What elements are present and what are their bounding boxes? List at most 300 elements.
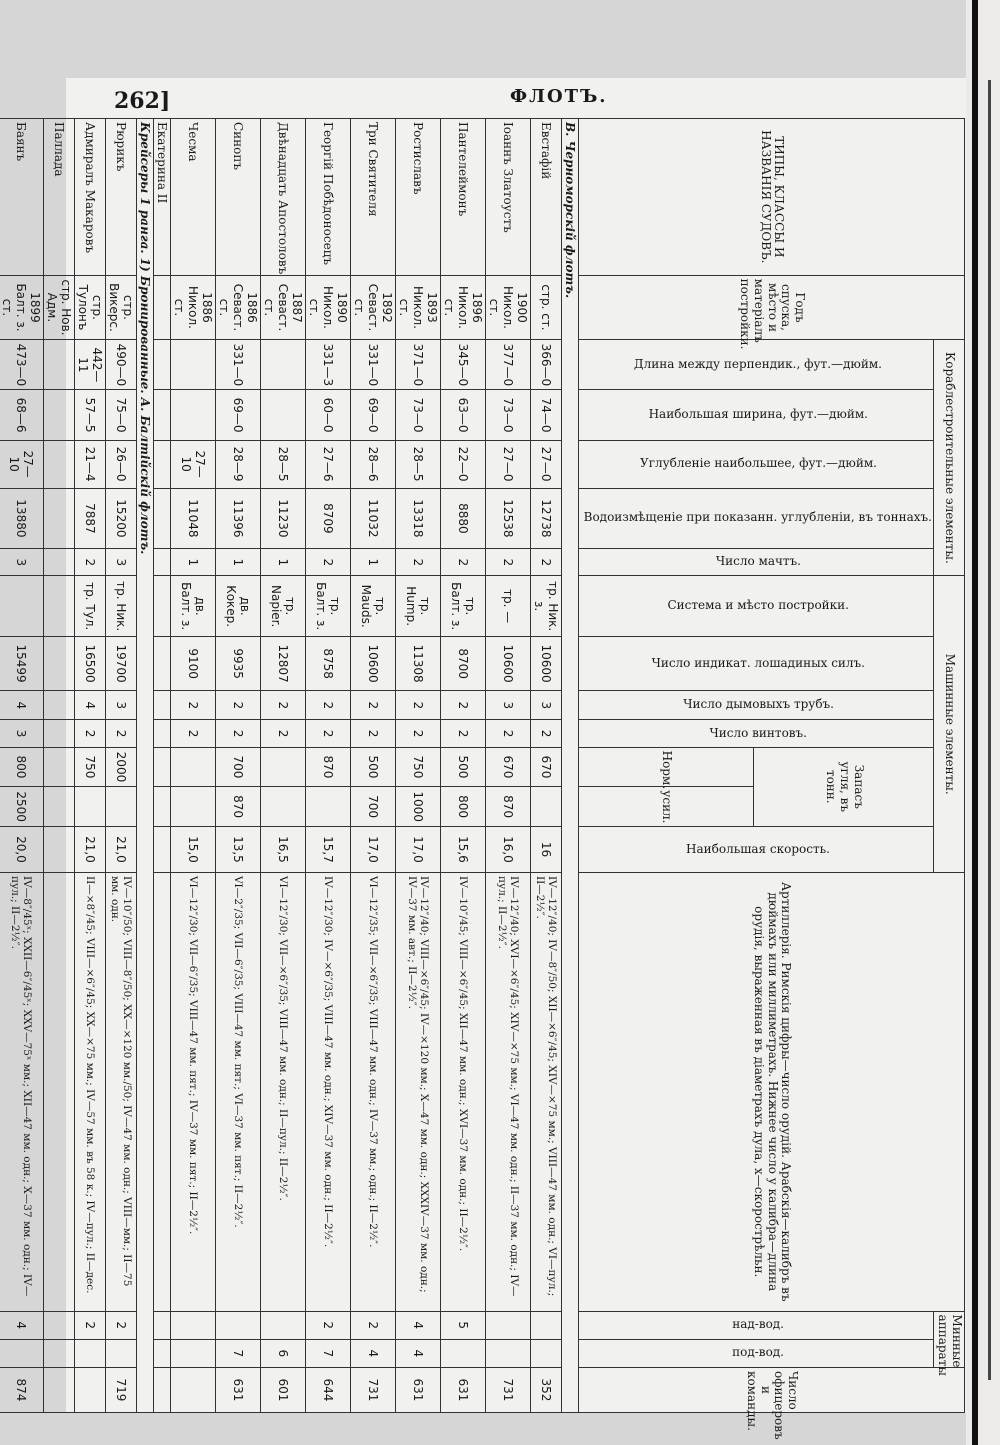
cell-system xyxy=(154,576,171,637)
cell-t-above: 2 xyxy=(106,1311,137,1339)
cell-speed: 15,0 xyxy=(171,826,216,872)
cell-ihp: 19700 xyxy=(106,636,137,690)
cell-coal-max xyxy=(154,787,171,827)
cell-year xyxy=(261,275,306,340)
table-row xyxy=(0,119,44,1413)
cell-crew: 631 xyxy=(396,1367,441,1412)
cell-displacement: 8880 xyxy=(441,488,486,549)
cell-draft: 27—6 xyxy=(306,440,351,488)
cell-ihp: 10600 xyxy=(351,636,396,690)
cell-artillery xyxy=(154,872,171,1311)
col-torpedo: Минные аппараты xyxy=(934,1311,965,1367)
cell-year xyxy=(531,275,562,340)
cell-masts: 2 xyxy=(306,549,351,576)
cell-draft: 22—0 xyxy=(441,440,486,488)
cell-beam: 63—0 xyxy=(441,390,486,440)
cell-masts: 1 xyxy=(261,549,306,576)
cell-screws: 3 xyxy=(0,720,44,747)
cell-funnels: 3 xyxy=(106,691,137,720)
cell-length: 331—0 xyxy=(351,340,396,390)
cell-speed: 20,0 xyxy=(0,826,44,872)
cell-length xyxy=(44,340,75,390)
cell-coal-norm: 750 xyxy=(75,747,106,787)
cell-ihp: 16500 xyxy=(75,636,106,690)
col-coal-norm: Норм. xyxy=(579,747,754,787)
cell-crew xyxy=(75,1367,106,1412)
cell-crew: 874 xyxy=(0,1367,44,1412)
cell-masts: 2 xyxy=(396,549,441,576)
col-displacement: Водоизмѣщеніе при показанн. углубленіи, въ тоннахъ. xyxy=(579,488,934,549)
cell-funnels: 2 xyxy=(351,691,396,720)
cell-displacement xyxy=(44,488,75,549)
cell-screws: 2 xyxy=(171,720,216,747)
cell-displacement xyxy=(154,488,171,549)
cell-beam xyxy=(171,390,216,440)
cell-name: Рюрикъ xyxy=(106,119,137,276)
table-row xyxy=(531,119,562,1413)
cell-speed xyxy=(44,826,75,872)
cell-system: тр. Mauds. xyxy=(351,576,396,637)
cell-ihp: 10600 xyxy=(531,636,562,690)
cell-t-above: 5 xyxy=(441,1311,486,1339)
cell-t-below xyxy=(75,1339,106,1367)
table-row xyxy=(106,119,137,1413)
page-header xyxy=(110,82,950,118)
cell-beam: 75—0 xyxy=(106,390,137,440)
cell-crew: 601 xyxy=(261,1367,306,1412)
cell-year xyxy=(75,275,106,340)
cell-t-above xyxy=(261,1311,306,1339)
cell-speed: 13,5 xyxy=(216,826,261,872)
cell-year-text: 1893 Никол. xyxy=(411,286,440,329)
cell-t-below xyxy=(106,1339,137,1367)
binding-shadow xyxy=(972,0,978,1445)
cell-t-below xyxy=(154,1339,171,1367)
cell-displacement: 15200 xyxy=(106,488,137,549)
cell-funnels xyxy=(154,691,171,720)
cell-coal-norm: 500 xyxy=(441,747,486,787)
rotated-table-frame xyxy=(0,118,965,1440)
cell-t-below: 4 xyxy=(351,1339,396,1367)
cell-speed: 21,0 xyxy=(75,826,106,872)
cell-ihp xyxy=(44,636,75,690)
cell-name: Іоаннъ Златоустъ xyxy=(486,119,531,276)
rotated-table-wrapper xyxy=(0,118,965,1440)
cell-screws: 2 xyxy=(306,720,351,747)
cell-coal-norm: 750 xyxy=(396,747,441,787)
cell-material: ст. xyxy=(0,298,15,317)
table-row xyxy=(216,119,261,1413)
fleet-table xyxy=(0,118,965,1440)
cell-draft: 28—5 xyxy=(261,440,306,488)
cell-displacement: 11230 xyxy=(261,488,306,549)
cell-masts: 2 xyxy=(441,549,486,576)
cell-draft: 28—9 xyxy=(216,440,261,488)
cell-material: ст. xyxy=(217,298,232,317)
cell-beam: 60—0 xyxy=(306,390,351,440)
cell-system: тр. Тул. xyxy=(75,576,106,637)
col-screws: Число винтовъ. xyxy=(579,720,934,747)
cell-length: 442—11 xyxy=(75,340,106,390)
cell-artillery: IV—12″/40; IV—8″/50; XII—×6″/45; XIV—×75 мм.; VIII—47 мм. одн.; VI—пул.; II—2½″. xyxy=(531,872,562,1311)
cell-displacement: 11032 xyxy=(351,488,396,549)
cell-t-below: 7 xyxy=(216,1339,261,1367)
table-row xyxy=(441,119,486,1413)
cell-year-text: 1890 Никол. xyxy=(321,286,350,329)
cell-name: Три Святителя xyxy=(351,119,396,276)
cell-coal-max xyxy=(261,787,306,827)
cell-crew xyxy=(154,1367,171,1412)
cell-year-text: стр. Викерс. xyxy=(107,283,136,332)
cell-length: 345—0 xyxy=(441,340,486,390)
cell-ihp: 8700 xyxy=(441,636,486,690)
cell-t-above: 4 xyxy=(396,1311,441,1339)
table-row xyxy=(306,119,351,1413)
section-header xyxy=(137,119,154,1413)
cell-system xyxy=(44,576,75,637)
cell-screws: 2 xyxy=(531,720,562,747)
cell-system: дв. Кокер. xyxy=(216,576,261,637)
cell-material: ст. xyxy=(307,298,322,317)
cell-screws: 2 xyxy=(261,720,306,747)
cell-beam xyxy=(44,390,75,440)
cell-coal-max: 800 xyxy=(441,787,486,827)
cell-name: Георгій Побѣдоносецъ xyxy=(306,119,351,276)
cell-length: 331—0 xyxy=(216,340,261,390)
cell-crew: 631 xyxy=(216,1367,261,1412)
cell-year-text: 1886 Севаст. xyxy=(231,283,260,332)
cell-displacement: 12738 xyxy=(531,488,562,549)
cell-system: дв. Балт. з. xyxy=(171,576,216,637)
cell-name: Паллада xyxy=(44,119,75,276)
col-name: ТИПЫ, КЛАССЫ И НАЗВАНІЯ СУДОВЪ. xyxy=(579,119,965,276)
cell-draft xyxy=(44,440,75,488)
cell-coal-norm: 700 xyxy=(216,747,261,787)
cell-name: Ростиславъ xyxy=(396,119,441,276)
col-ihp: Число индикат. лошадиных силъ. xyxy=(579,636,934,690)
binding-line xyxy=(988,80,991,1380)
col-masts: Число мачтъ. xyxy=(579,549,934,576)
fleet-table-body xyxy=(0,119,579,1413)
cell-artillery: IV—12″/30; IV—×6″/35; VIII—47 мм. одн.; XIV—37 мм. одн.; II—2½″. xyxy=(306,872,351,1311)
table-row xyxy=(396,119,441,1413)
cell-name: Двѣнадцать Апостоловъ xyxy=(261,119,306,276)
cell-funnels: 2 xyxy=(396,691,441,720)
cell-t-above xyxy=(531,1311,562,1339)
cell-year xyxy=(106,275,137,340)
cell-speed: 16,0 xyxy=(486,826,531,872)
col-coal-max: усил. xyxy=(579,787,754,827)
table-row xyxy=(486,119,531,1413)
cell-speed: 16,5 xyxy=(261,826,306,872)
cell-draft: 27—0 xyxy=(486,440,531,488)
col-year: Годъ спуска, мѣсто и матеріалъ постройки. xyxy=(579,275,965,340)
cell-t-below xyxy=(171,1339,216,1367)
cell-system xyxy=(0,576,44,637)
cell-screws xyxy=(154,720,171,747)
cell-masts: 2 xyxy=(75,549,106,576)
cell-t-above xyxy=(486,1311,531,1339)
cell-system: тр. Napier. xyxy=(261,576,306,637)
cell-coal-norm: 500 xyxy=(351,747,396,787)
cell-draft: 27—10 xyxy=(0,440,44,488)
cell-material: ст. xyxy=(487,298,502,317)
cell-ihp: 12807 xyxy=(261,636,306,690)
cell-coal-max: 700 xyxy=(351,787,396,827)
cell-length: 366—0 xyxy=(531,340,562,390)
cell-coal-max xyxy=(75,787,106,827)
cell-coal-norm: 670 xyxy=(486,747,531,787)
cell-screws: 2 xyxy=(441,720,486,747)
cell-artillery: IV—10″/50; VIII—8″/50; XX—×120 мм./50; IV—47 мм. одн.; VIII—мм.; II—75 мм. одн. xyxy=(106,872,137,1311)
cell-ihp: 10600 xyxy=(486,636,531,690)
cell-masts: 2 xyxy=(531,549,562,576)
cell-funnels xyxy=(44,691,75,720)
cell-year-text: 1900 Никол. xyxy=(501,286,530,329)
cell-year-text: 1899 Балт. з. xyxy=(14,283,43,332)
col-system: Система и мѣсто постройки. xyxy=(579,576,934,637)
table-row xyxy=(75,119,106,1413)
section-title: Крейсеры 1 ранга. 1) Бронированные. A. Балтійскій флотъ. xyxy=(137,119,154,1413)
cell-coal-max xyxy=(171,787,216,827)
section-header xyxy=(562,119,579,1413)
cell-coal-max xyxy=(106,787,137,827)
cell-t-above xyxy=(171,1311,216,1339)
cell-t-above xyxy=(44,1311,75,1339)
cell-beam: 73—0 xyxy=(486,390,531,440)
cell-masts: 1 xyxy=(351,549,396,576)
cell-length xyxy=(261,340,306,390)
cell-coal-max: 870 xyxy=(486,787,531,827)
cell-masts xyxy=(154,549,171,576)
cell-beam: 69—0 xyxy=(216,390,261,440)
cell-screws: 2 xyxy=(396,720,441,747)
cell-crew: 731 xyxy=(351,1367,396,1412)
cell-t-above: 2 xyxy=(75,1311,106,1339)
cell-funnels: 3 xyxy=(531,691,562,720)
col-length: Длина между перпендик., фут.—дюйм. xyxy=(579,340,934,390)
cell-t-below: 4 xyxy=(396,1339,441,1367)
cell-material: ст. xyxy=(172,298,187,317)
cell-crew xyxy=(44,1367,75,1412)
cell-coal-max xyxy=(531,787,562,827)
cell-coal-norm: 800 xyxy=(0,747,44,787)
cell-speed: 15,6 xyxy=(441,826,486,872)
group-hull: Кораблестроительные элементы. xyxy=(934,340,965,576)
cell-year-text: стр. xyxy=(539,284,554,310)
cell-length: 371—0 xyxy=(396,340,441,390)
cell-screws: 2 xyxy=(351,720,396,747)
cell-year-text: 1896 Никол. xyxy=(456,286,485,329)
cell-material: ст. xyxy=(352,298,367,317)
cell-year xyxy=(486,275,531,340)
cell-t-below: 7 xyxy=(306,1339,351,1367)
cell-year-text: стр. Тулонъ xyxy=(76,284,105,331)
cell-t-above xyxy=(154,1311,171,1339)
cell-crew: 719 xyxy=(106,1367,137,1412)
cell-crew xyxy=(171,1367,216,1412)
cell-t-above xyxy=(216,1311,261,1339)
cell-draft: 28—6 xyxy=(351,440,396,488)
cell-t-below xyxy=(0,1339,44,1367)
cell-masts xyxy=(44,549,75,576)
cell-system: тр. Ник. з. xyxy=(531,576,562,637)
cell-year xyxy=(44,275,75,340)
cell-coal-norm: 2000 xyxy=(106,747,137,787)
col-speed: Наибольшая скорость. xyxy=(579,826,934,872)
cell-coal-max xyxy=(306,787,351,827)
cell-length: 473—0 xyxy=(0,340,44,390)
cell-crew: 644 xyxy=(306,1367,351,1412)
table-row xyxy=(351,119,396,1413)
cell-year xyxy=(171,275,216,340)
cell-name: Пантелеймонъ xyxy=(441,119,486,276)
cell-ihp: 15499 xyxy=(0,636,44,690)
cell-system: тр. — xyxy=(486,576,531,637)
cell-displacement: 11396 xyxy=(216,488,261,549)
cell-artillery: VI—12″/35; VII—×6″/35; VIII—47 мм. одн.; IV—37 мм.; одн.; II—2½″. xyxy=(351,872,396,1311)
table-row xyxy=(44,119,75,1413)
cell-length: 377—0 xyxy=(486,340,531,390)
cell-t-below: 6 xyxy=(261,1339,306,1367)
cell-artillery: VI—2″/35; VII—6″/35; VIII—47 мм. пят.; VI—37 мм. пят.; II—2½″. xyxy=(216,872,261,1311)
cell-draft xyxy=(154,440,171,488)
cell-name: Баянъ xyxy=(0,119,44,276)
cell-coal-max: 1000 xyxy=(396,787,441,827)
col-crew: Число офицеровъ и команды. xyxy=(579,1367,965,1412)
cell-length: 490—0 xyxy=(106,340,137,390)
cell-name: Чесма xyxy=(171,119,216,276)
cell-coal-norm xyxy=(44,747,75,787)
cell-beam xyxy=(154,390,171,440)
cell-coal-max xyxy=(44,787,75,827)
cell-coal-norm: 670 xyxy=(531,747,562,787)
cell-displacement: 13318 xyxy=(396,488,441,549)
cell-draft: 27—0 xyxy=(531,440,562,488)
cell-year xyxy=(154,275,171,340)
cell-funnels: 2 xyxy=(171,691,216,720)
cell-name: Адмиралъ Макаровъ xyxy=(75,119,106,276)
cell-material: ст. xyxy=(539,313,554,331)
cell-t-below xyxy=(531,1339,562,1367)
cell-year xyxy=(306,275,351,340)
cell-displacement: 11048 xyxy=(171,488,216,549)
cell-coal-norm: 870 xyxy=(306,747,351,787)
cell-masts: 1 xyxy=(216,549,261,576)
cell-displacement: 7887 xyxy=(75,488,106,549)
cell-year-text: 1892 Севаст. xyxy=(366,283,395,332)
cell-ihp xyxy=(154,636,171,690)
group-machine: Машинные элементы. xyxy=(934,576,965,873)
cell-masts: 1 xyxy=(171,549,216,576)
cell-draft: 26—0 xyxy=(106,440,137,488)
cell-artillery: II—×8″/45; VIII—×6″/45; XX—×75 мм.; IV—57 мм. въ 58 к.; IV—пул.; II—дес. xyxy=(75,872,106,1311)
cell-funnels: 4 xyxy=(0,691,44,720)
col-coal: Запасъ угля, въ тонн. xyxy=(754,747,934,826)
cell-coal-norm xyxy=(154,747,171,787)
cell-coal-norm xyxy=(171,747,216,787)
cell-crew: 352 xyxy=(531,1367,562,1412)
col-torpedo-above: над-вод. xyxy=(579,1311,934,1339)
col-draft: Углубленіе наибольшее, фут.—дюйм. xyxy=(579,440,934,488)
cell-funnels: 4 xyxy=(75,691,106,720)
cell-screws: 2 xyxy=(216,720,261,747)
cell-ihp: 11308 xyxy=(396,636,441,690)
cell-artillery: IV—12″/40; XVI—×6″/45; XIV—×75 мм.; VI—47 мм. одн.; II—37 мм. одн.; IV—пул.; II—2½″. xyxy=(486,872,531,1311)
cell-artillery: IV—12″/40; VIII—×6″/45; IV—×120 мм.; X—47 мм. одн.; XXXIV—37 мм. одн.; IV—37 мм. авт.; II—2½″. xyxy=(396,872,441,1311)
table-row xyxy=(261,119,306,1413)
cell-t-above: 4 xyxy=(0,1311,44,1339)
cell-system: тр. Hump. xyxy=(396,576,441,637)
cell-coal-max: 870 xyxy=(216,787,261,827)
cell-year xyxy=(216,275,261,340)
cell-draft: 27—10 xyxy=(171,440,216,488)
cell-year-text: 1886 Никол. xyxy=(186,286,215,329)
cell-funnels: 2 xyxy=(261,691,306,720)
cell-length: 331—3 xyxy=(306,340,351,390)
cell-material: ст. xyxy=(397,298,412,317)
cell-ihp: 9935 xyxy=(216,636,261,690)
cell-year-text: 1887 Севаст. xyxy=(276,283,305,332)
section-title: B. Черноморскій флотъ. xyxy=(562,119,579,1413)
cell-t-below xyxy=(441,1339,486,1367)
cell-name: Синопъ xyxy=(216,119,261,276)
cell-funnels: 2 xyxy=(306,691,351,720)
cell-length xyxy=(171,340,216,390)
cell-coal-norm xyxy=(261,747,306,787)
table-row xyxy=(171,119,216,1413)
cell-t-below xyxy=(486,1339,531,1367)
cell-system: тр. Ник. xyxy=(106,576,137,637)
cell-artillery: IV—10″/45; VIII—×6″/45; XII—47 мм. одн.; XVI—37 мм. одн.; II—2½″. xyxy=(441,872,486,1311)
table-row xyxy=(154,119,171,1413)
cell-length xyxy=(154,340,171,390)
cell-funnels: 2 xyxy=(441,691,486,720)
cell-artillery: VI—12″/30; VII—×6″/35; VIII—47 мм. одн.; II—пул.; II—2½″. xyxy=(261,872,306,1311)
cell-name: Евстафій xyxy=(531,119,562,276)
cell-beam: 73—0 xyxy=(396,390,441,440)
cell-beam: 68—6 xyxy=(0,390,44,440)
cell-funnels: 3 xyxy=(486,691,531,720)
cell-masts: 3 xyxy=(0,549,44,576)
cell-beam xyxy=(261,390,306,440)
cell-year xyxy=(441,275,486,340)
cell-year-text: стр. Нов. Адм. xyxy=(45,279,74,336)
cell-speed xyxy=(154,826,171,872)
cell-beam: 57—5 xyxy=(75,390,106,440)
cell-material: ст. xyxy=(442,298,457,317)
cell-system: тр. Балт. з. xyxy=(306,576,351,637)
cell-year xyxy=(0,275,44,340)
cell-beam: 74—0 xyxy=(531,390,562,440)
cell-screws: 2 xyxy=(75,720,106,747)
cell-speed: 16 xyxy=(531,826,562,872)
cell-ihp: 8758 xyxy=(306,636,351,690)
cell-year xyxy=(351,275,396,340)
cell-name: Екатерина II xyxy=(154,119,171,276)
col-torpedo-below: под-вод. xyxy=(579,1339,934,1367)
cell-t-below xyxy=(44,1339,75,1367)
col-artillery: Артиллерія. Римскія цифры—число орудій. Арабскія—калибръ въ дюймахъ или миллиметрахъ. Нижнее число у калибра—длина орудія, выраженная въ діаметрахъ дула, х—скорострѣльн. xyxy=(579,872,965,1311)
binding-edge xyxy=(966,0,1000,1445)
cell-crew: 731 xyxy=(486,1367,531,1412)
cell-system: тр. Балт. з. xyxy=(441,576,486,637)
cell-displacement: 12538 xyxy=(486,488,531,549)
page-number: 262] xyxy=(114,88,171,114)
cell-coal-max: 2500 xyxy=(0,787,44,827)
cell-screws: 2 xyxy=(486,720,531,747)
cell-masts: 2 xyxy=(486,549,531,576)
